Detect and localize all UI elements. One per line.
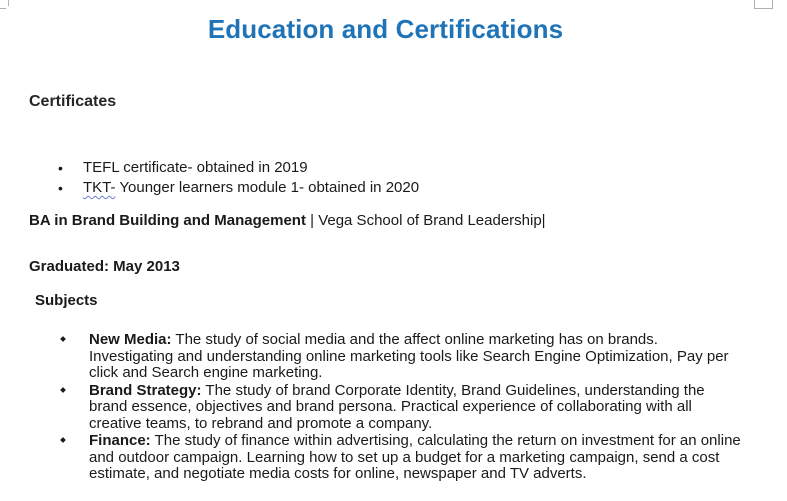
degree-name: BA in Brand Building and Management <box>29 212 306 229</box>
crop-mark <box>772 0 773 9</box>
crop-mark <box>8 0 9 6</box>
subject-text: The study of finance within advertising, calculating the return on investment for an online and outdoor campaign. Learning how to set up a budget for a marketing campaign, send a cost estimate, and negotiate media costs for online, newspaper and TV adverts. <box>89 432 741 482</box>
certificate-text: TEFL certificate- obtained in 2019 <box>83 159 308 176</box>
page-title[interactable]: Education and Certifications <box>207 14 564 44</box>
subject-title: Brand Strategy: <box>89 381 202 399</box>
subject-text: The study of brand Corporate Identity, Brand Guidelines, understanding the brand essence, objectives and brand persona. Practical experience of collaborating with all creative teams, to rebrand and promote a company. <box>89 381 705 432</box>
list-item[interactable] <box>0 158 419 178</box>
list-item[interactable] <box>0 433 745 483</box>
certificates-heading[interactable]: Certificates <box>29 93 117 110</box>
subject-title: New Media: <box>89 331 172 348</box>
subjects-heading[interactable]: Subjects <box>35 292 98 309</box>
subject-title: Finance: <box>89 432 151 449</box>
bullet-icon: • <box>58 160 63 176</box>
list-item[interactable] <box>0 383 745 433</box>
degree-separator: | <box>305 212 319 229</box>
crop-mark <box>755 8 773 9</box>
list-item[interactable] <box>0 178 419 198</box>
degree-school: Vega School of Brand Leadership| <box>318 212 546 229</box>
subjects-list <box>0 332 745 484</box>
bullet-icon <box>60 437 66 443</box>
bullet-icon: • <box>58 180 63 196</box>
certificate-text: Younger learners module 1- obtained in 2020 <box>115 179 420 196</box>
subject-text: The study of social media and the affect online marketing has on brands. Investigating and understanding online marketing tools like Search Engine Optimization, Pay per click and Search engine marketing. <box>89 331 729 381</box>
list-item[interactable] <box>0 332 745 382</box>
certificates-list <box>0 158 419 198</box>
graduated-date[interactable]: Graduated: May 2013 <box>29 258 180 275</box>
bullet-icon <box>60 387 66 393</box>
crop-mark <box>0 8 6 9</box>
bullet-icon <box>60 336 66 342</box>
degree-line[interactable] <box>29 212 546 229</box>
certificate-abbr: TKT- <box>83 179 116 196</box>
crop-mark <box>754 0 755 9</box>
